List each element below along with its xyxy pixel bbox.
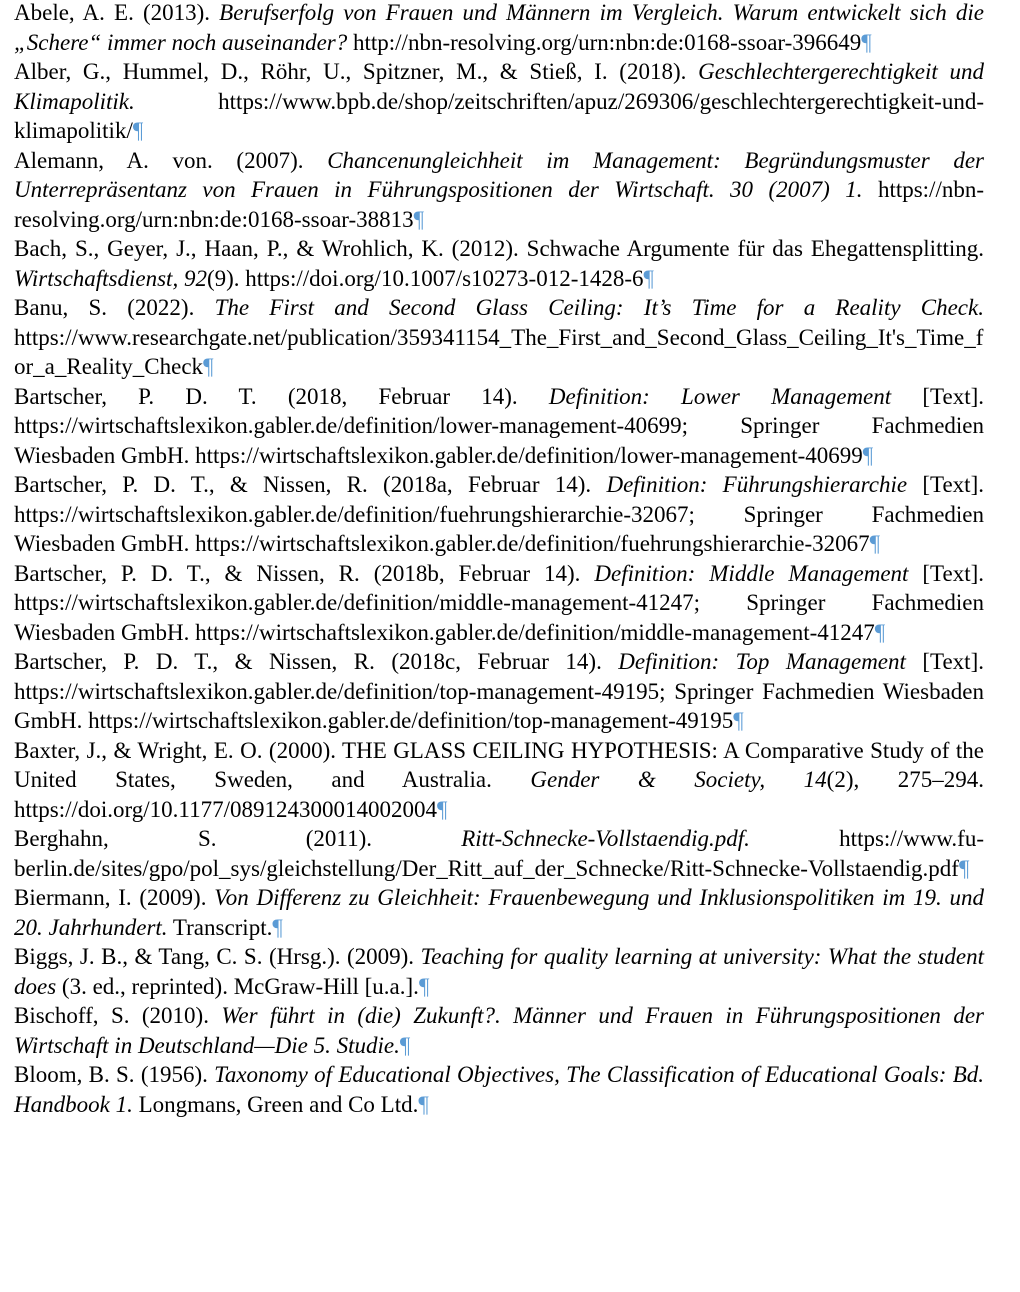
reference-source: https://www.fu-berlin.de/sites/gpo/pol_sys/gleichstellung/Der_Ritt_auf_der_Schnecke/Ritt-Schnecke-Vollstaendig.pdf (14, 826, 984, 881)
reference-source: [Text]. https://wirtschaftslexikon.gabler.de/definition/fuehrungshierarchie-32067; Springer Fachmedien Wiesbaden GmbH. https://wirtschaftslexikon.gabler.de/definition/fuehrungshierarchie-32067 (14, 472, 984, 556)
reference-entry[interactable] (14, 234, 984, 293)
reference-source: Transcript. (167, 914, 273, 940)
reference-source: [Text]. https://wirtschaftslexikon.gabler.de/definition/lower-management-40699; Springer Fachmedien Wiesbaden GmbH. https://wirtschaftslexikon.gabler.de/definition/lower-management-40699 (14, 383, 984, 468)
reference-source: [Text]. https://wirtschaftslexikon.gabler.de/definition/top-management-49195; Springer Fachmedien Wiesbaden GmbH. https://wirtschaftslexikon.gabler.de/definition/top-management-49195 (14, 649, 984, 733)
reference-authors-year: Baxter, J., & Wright, E. O. (2000). THE GLASS CEILING HYPOTHESIS: A Comparative Study of the United States, Sweden, and Australia. (14, 737, 984, 792)
reference-title: Taxonomy of Educational Objectives, The Classification of Educational Goals: Bd. Handbook 1. (14, 1062, 984, 1117)
reference-entry[interactable] (14, 0, 984, 57)
reference-entry[interactable] (14, 1001, 984, 1060)
paragraph-mark-icon: ¶ (203, 354, 214, 379)
paragraph-mark-icon: ¶ (874, 619, 886, 645)
reference-title: The First and Second Glass Ceiling: It’s Time for a Reality Check. (214, 295, 984, 320)
reference-source: (2), 275–294. https://doi.org/10.1177/089124300014002004 (14, 767, 984, 822)
reference-authors-year: Bach, S., Geyer, J., Haan, P., & Wrohlich, K. (2012). Schwache Argumente für das Ehegattensplitting. (14, 236, 984, 261)
reference-title: Definition: Lower Management (548, 383, 892, 409)
paragraph-mark-icon: ¶ (418, 973, 430, 999)
bibliography (14, 0, 984, 1119)
reference-authors-year: Bartscher, P. D. T., & Nissen, R. (2018a, Februar 14). (14, 472, 607, 497)
reference-entry[interactable] (14, 736, 984, 825)
reference-title: Gender & Society, 14 (530, 767, 827, 792)
reference-entry[interactable] (14, 647, 984, 736)
reference-entry[interactable] (14, 1060, 984, 1119)
reference-authors-year: Bloom, B. S. (1956). (14, 1062, 215, 1087)
reference-title: Wirtschaftsdienst, 92 (14, 265, 207, 291)
reference-authors-year: Berghahn, S. (2011). (14, 826, 462, 851)
reference-entry[interactable] (14, 146, 984, 235)
reference-entry[interactable] (14, 942, 984, 1001)
reference-title: Von Differenz zu Gleichheit: Frauenbewegung und Inklusionspolitiken im 19. und 20. Jahrhundert. (14, 885, 984, 940)
reference-source: (3. ed., reprinted). McGraw-Hill [u.a.]. (56, 973, 419, 999)
reference-source: Longmans, Green and Co Ltd. (132, 1091, 419, 1117)
reference-authors-year: Alemann, A. von. (2007). (14, 147, 328, 173)
reference-entry[interactable] (14, 883, 984, 942)
reference-authors-year: Alber, G., Hummel, D., Röhr, U., Spitzner, M., & Stieß, I. (2018). (14, 59, 699, 84)
paragraph-mark-icon: ¶ (861, 29, 872, 55)
reference-source: [Text]. https://wirtschaftslexikon.gabler.de/definition/middle-management-41247; Springer Fachmedien Wiesbaden GmbH. https://wirtschaftslexikon.gabler.de/definition/middle-management-41247 (14, 560, 984, 645)
paragraph-mark-icon: ¶ (418, 1091, 429, 1117)
reference-source: https://nbn-resolving.org/urn:nbn:de:0168-ssoar-38813 (14, 177, 984, 232)
paragraph-mark-icon: ¶ (132, 118, 144, 143)
reference-authors-year: Bartscher, P. D. T. (2018, Februar 14). (14, 383, 549, 409)
paragraph-mark-icon: ¶ (643, 265, 654, 291)
reference-authors-year: Bischoff, S. (2010). (14, 1003, 222, 1028)
reference-title: Chancenungleichheit im Management: Begründungsmuster der Unterrepräsentanz von Frauen in Führungspositionen der Wirtschaft. 30 (2007) 1. (14, 147, 985, 202)
paragraph-mark-icon: ¶ (399, 1032, 411, 1058)
reference-title: Definition: Middle Management (594, 560, 909, 586)
paragraph-mark-icon: ¶ (958, 855, 970, 881)
paragraph-mark-icon: ¶ (413, 206, 425, 232)
reference-authors-year: Abele, A. E. (2013). (14, 0, 220, 25)
reference-authors-year: Bartscher, P. D. T., & Nissen, R. (2018b, Februar 14). (14, 560, 595, 586)
reference-title: Definition: Top Management (618, 649, 906, 674)
reference-entry[interactable] (14, 293, 984, 382)
reference-title: Geschlechtergerechtigkeit und Klimapolitik. (14, 59, 984, 114)
reference-entry[interactable] (14, 382, 984, 471)
reference-authors-year: Banu, S. (2022). (14, 295, 215, 320)
reference-title: Teaching for quality learning at university: What the student does (14, 944, 985, 999)
reference-authors-year: Biggs, J. B., & Tang, C. S. (Hrsg.). (2009). (14, 944, 421, 969)
reference-source: https://www.bpb.de/shop/zeitschriften/apuz/269306/geschlechtergerechtigkeit-und-klimapolitik/ (14, 88, 984, 143)
reference-title: Berufserfolg von Frauen und Männern im Vergleich. Warum entwickelt sich die „Schere“ immer noch auseinander? (14, 0, 984, 55)
reference-source: (9). https://doi.org/10.1007/s10273-012-1428-6 (206, 265, 644, 291)
reference-authors-year: Bartscher, P. D. T., & Nissen, R. (2018c, Februar 14). (14, 649, 619, 674)
paragraph-mark-icon: ¶ (272, 914, 283, 940)
reference-entry[interactable] (14, 470, 984, 559)
paragraph-mark-icon: ¶ (733, 708, 744, 733)
reference-source: http://nbn-resolving.org/urn:nbn:de:0168-ssoar-396649 (347, 29, 862, 55)
reference-authors-year: Biermann, I. (2009). (14, 885, 215, 910)
reference-entry[interactable] (14, 824, 984, 883)
paragraph-mark-icon: ¶ (869, 531, 881, 556)
reference-title: Definition: Führungshierarchie (606, 472, 908, 497)
reference-title: Ritt-Schnecke-Vollstaendig.pdf. (461, 826, 750, 851)
reference-source: https://www.researchgate.net/publication/359341154_The_First_and_Second_Glass_Ceiling_It's_Time_for_a_Reality_Check (14, 324, 984, 379)
paragraph-mark-icon: ¶ (436, 796, 448, 822)
reference-entry[interactable] (14, 57, 984, 146)
paragraph-mark-icon: ¶ (862, 442, 874, 468)
reference-title: Wer führt in (die) Zukunft?. Männer und Frauen in Führungspositionen der Wirtschaft in Deutschland—Die 5. Studie. (14, 1003, 984, 1058)
reference-entry[interactable] (14, 559, 984, 648)
